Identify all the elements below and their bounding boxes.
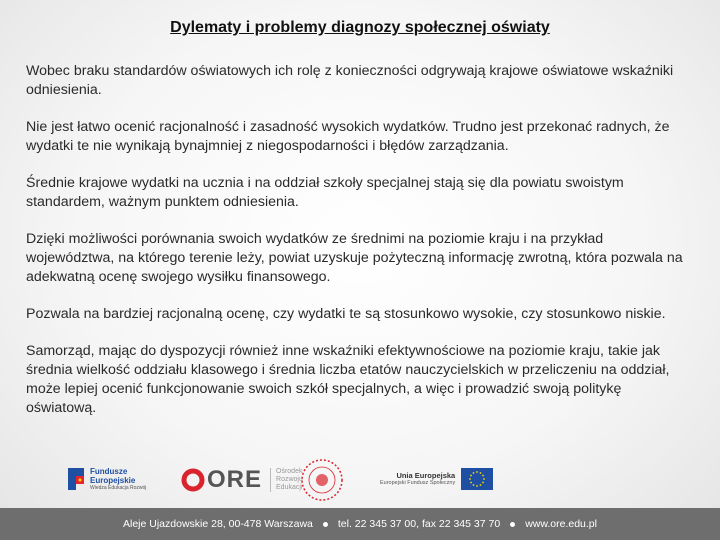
paragraph: Nie jest łatwo ocenić racjonalność i zasadność wysokich wydatków. Trudno jest przekonać radnych, że wydatki te nie wynikają bynajmniej z niegospodarności i błędów zarządzania. — [26, 119, 670, 154]
fe-line3: Wiedza Edukacja Rozwój — [90, 484, 147, 491]
ore-sub3: Edukacji — [276, 484, 303, 491]
footer-phone: tel. 22 345 37 00, fax 22 345 37 70 — [337, 518, 501, 530]
paragraph: Średnie krajowe wydatki na ucznia i na oddział szkoły specjalnej stają się dla powiatu swoistym standardem, ważnym punktem odniesienia. — [26, 175, 624, 210]
eu-line1: Unia Europejska — [396, 471, 456, 480]
logo-strip — [0, 458, 720, 506]
paragraph: Dzięki możliwości porównania swoich wydatków ze średnimi na poziomie kraju i na przykład województwa, na którego terenie leży, powiat uzyskuje pożyteczną informację zwrotną, która pozwala na adekwatną ocenę swojego wysiłku finansowego. — [26, 231, 683, 285]
fundusze-europejskie-icon — [66, 466, 86, 492]
fe-line2: Europejskie — [90, 475, 136, 485]
ore-sub2: Rozwoju — [276, 476, 303, 483]
ore-ring-icon — [180, 467, 206, 493]
project-seal — [300, 458, 344, 502]
separator-dot-icon — [323, 522, 328, 527]
slide-content — [26, 62, 692, 436]
slide-title: Dylematy i problemy diagnozy społecznej oświaty — [170, 19, 550, 36]
ore-text: ORE — [207, 466, 263, 493]
eu-flag-icon — [461, 468, 493, 490]
seal-icon — [300, 458, 344, 502]
footer-bar — [0, 508, 720, 540]
unia-europejska-logo — [380, 468, 493, 490]
paragraph: Pozwala na bardziej racjonalną ocenę, czy wydatki te są stosunkowo wysokie, czy stosunkowo niskie. — [26, 306, 666, 322]
ore-logo — [180, 466, 303, 494]
ore-sub1: Ośrodek — [276, 468, 303, 475]
fundusze-europejskie-logo — [66, 466, 146, 492]
fe-line1: Fundusze — [90, 466, 128, 476]
paragraph: Wobec braku standardów oświatowych ich rolę z konieczności odgrywają krajowe oświatowe wskaźniki odniesienia. — [26, 63, 674, 98]
separator-dot-icon — [510, 522, 515, 527]
footer-website[interactable]: www.ore.edu.pl — [525, 518, 597, 530]
paragraph: Samorząd, mając do dyspozycji również inne wskaźniki efektywnościowe na poziomie kraju, takie jak średnia wielkość oddziału klasowego i średnia liczba etatów nauczycielskich w przeliczeniu na oddział, może lepiej ocenić funkcjonowanie swoich szkół specjalnych, a więc i prowadzić swoją politykę oświatową. — [26, 343, 670, 416]
eu-line2: Europejski Fundusz Społeczny — [380, 480, 456, 486]
footer-address: Aleje Ujazdowskie 28, 00-478 Warszawa — [123, 518, 313, 530]
